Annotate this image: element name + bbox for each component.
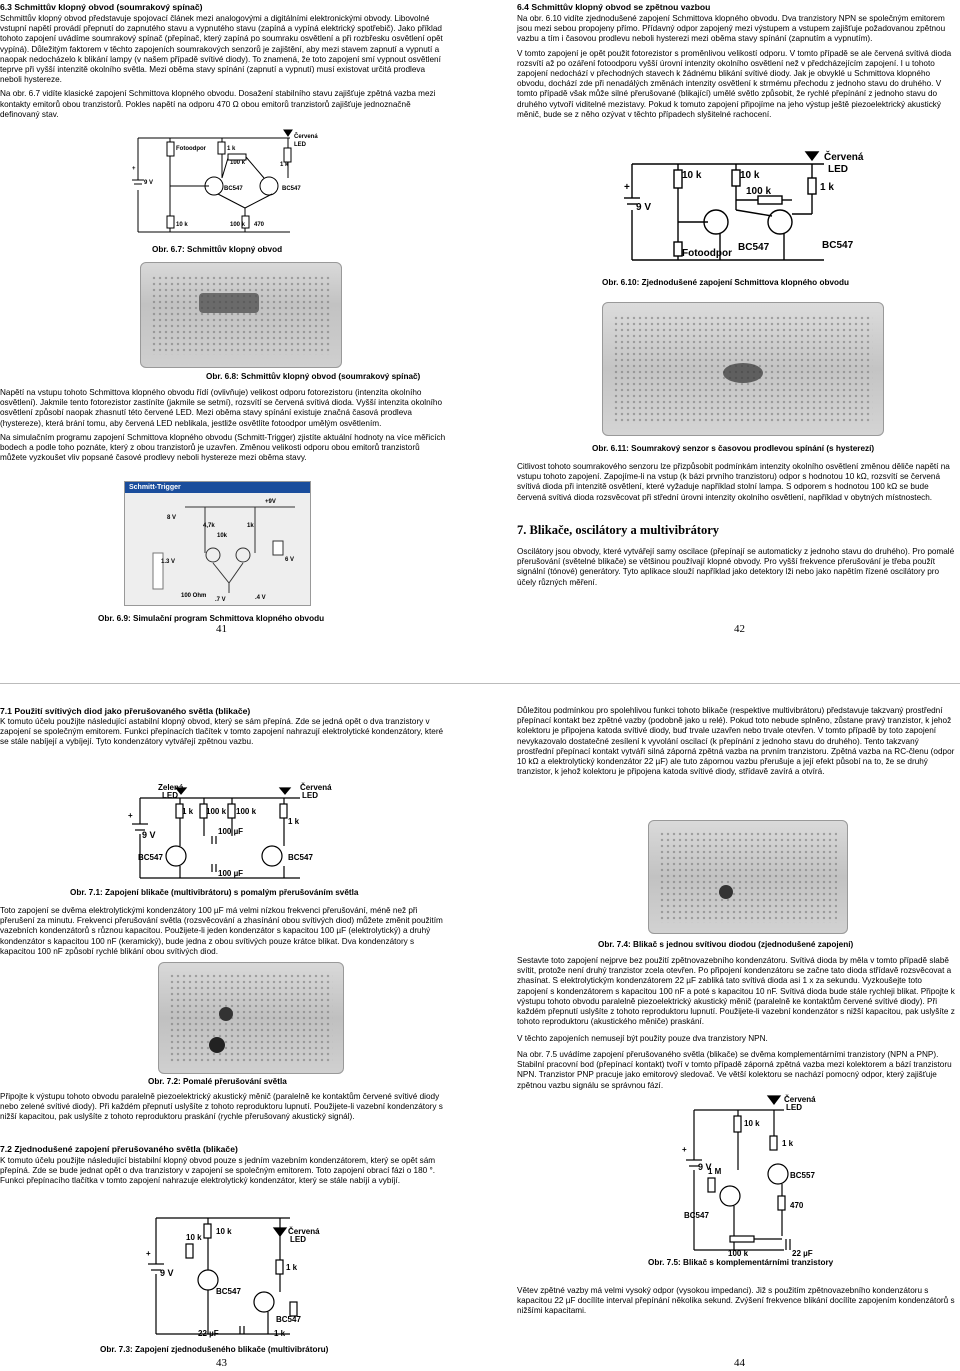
page-number-42: 42 xyxy=(734,623,745,635)
svg-text:.7 V: .7 V xyxy=(215,597,226,603)
svg-text:1 k: 1 k xyxy=(274,1329,286,1338)
section-heading-7-2: 7.2 Zjednodušené zapojení přerušovaného světla (blikače) xyxy=(0,1144,238,1154)
fig-7-5-caption: Obr. 7.5: Blikač s komplementárními tranzistory xyxy=(648,1258,834,1267)
svg-text:4,7k: 4,7k xyxy=(203,523,215,529)
svg-text:BC557: BC557 xyxy=(790,1171,815,1180)
fig-7-3-schematic xyxy=(140,1206,340,1340)
svg-text:100 Ohm: 100 Ohm xyxy=(181,593,207,599)
svg-text:+: + xyxy=(128,811,133,820)
fig-6-10-schematic xyxy=(612,150,868,266)
svg-text:Červená: Červená xyxy=(288,1227,320,1236)
p42-para4: Oscilátory jsou obvody, které vytvářejí samy oscilace (přepínají se automaticky z jednoho stavu do druhého). Pro pomalé přerušování (světelné blikače) se většinou používají klopné obvody. Pro vyšší frekvence přerušování je třeba použít signální (tónové) generátory. Tyto aplikace slouží například jako detektory lži nebo jako napětím řízené oscilátory pro účely různých měření. xyxy=(517,547,955,587)
section-heading-6-3: 6.3 Schmittův klopný obvod (soumrakový spínač) xyxy=(0,2,203,12)
svg-text:LED: LED xyxy=(828,164,848,175)
svg-text:BC547: BC547 xyxy=(738,242,770,253)
p41-para3: Napětí na vstupu tohoto Schmittova klopného obvodu řídí (ovlivňuje) velikost odporu fotorezistoru (intenzita okolního osvětlení). Jakmile tento fotorezistor zastíníte (jakmile se setmí), rozsvítí se červená svítivá dioda. Vyšší intenzita okolního osvětlení způsobí naopak zhasnutí této červené LED. Mezi oběma stavy spínání existuje značná časová prodleva (hystereze), která brání tomu, aby červená LED neblikala, jestliže osvětlíte fotoodpor umělým osvětlením. Na simulačním programu zapojení Schmittova klopného obvodu (Schmitt-Trigger) zjistíte aktuální hodnoty na více měřicích bodech a podle toho poznáte, který z obou tranzistorů je uzavřen. Změnou velikosti odporu obou emitorů tranzistorů můžete vyzkoušet vliv popsané časové prodlevy neboli hystereze mezi oběma stavy. xyxy=(0,388,446,463)
svg-text:BC547: BC547 xyxy=(684,1211,709,1220)
svg-text:100 k: 100 k xyxy=(230,160,246,166)
svg-text:470: 470 xyxy=(790,1201,804,1210)
section-heading-6-4: 6.4 Schmittův klopný obvod se zpětnou vazbou xyxy=(517,2,711,12)
svg-text:9 V: 9 V xyxy=(636,202,652,213)
svg-text:Fotoodpor: Fotoodpor xyxy=(682,248,732,259)
page-number-41: 41 xyxy=(216,623,227,635)
p43-para1: K tomuto účelu použijte následující astabilní klopný obvod, který se sám přepíná. Zde se jedná opět o dva tranzistory v zapojení se společným emitorem. Funkci přepínacích tlačítek v tomto zapojení nahrazují elektrolytické kondenzátory, které se stále nabíjejí a vybíjejí. Tyto kondenzátory vytvářejí zpětnou vazbu. xyxy=(0,717,444,747)
fig-6-10-caption: Obr. 6.10: Zjednodušené zapojení Schmittova klopného obvodu xyxy=(602,278,850,287)
svg-text:Fotoodpor: Fotoodpor xyxy=(176,146,206,152)
svg-text:100 k: 100 k xyxy=(728,1249,749,1258)
svg-text:BC547: BC547 xyxy=(288,853,313,862)
svg-text:10 k: 10 k xyxy=(186,1233,202,1242)
fig-7-4-caption: Obr. 7.4: Blikač s jednou svítivou diodou (zjednodušené zapojení) xyxy=(598,940,854,949)
svg-text:9 V: 9 V xyxy=(160,1268,174,1278)
fig-7-1-caption: Obr. 7.1: Zapojení blikače (multivibrátoru) s pomalým přerušováním světla xyxy=(70,888,359,897)
fig-6-11-caption: Obr. 6.11: Soumrakový senzor s časovou prodlevou spínání (s hysterezí) xyxy=(592,444,875,453)
svg-text:100 k: 100 k xyxy=(206,807,227,816)
p44-para5: Větev zpětné vazby má velmi vysoký odpor (vysokou impedanci). Již s použitím zpětnovazebního kondenzátoru s kapacitou 22 µF docílíte interval přepínání několika sekund. Zvýšení frekvence blikání docílíte zapojením kondenzátorů s nižšími kapacitami. xyxy=(517,1286,955,1316)
section-heading-7: 7. Blikače, oscilátory a multivibrátory xyxy=(517,523,720,537)
fig-7-4-breadboard-photo xyxy=(648,820,848,934)
svg-text:Zelená: Zelená xyxy=(158,783,184,792)
svg-text:100 k: 100 k xyxy=(230,222,246,228)
sim-title: Schmitt-Trigger xyxy=(125,482,310,493)
svg-text:BC547: BC547 xyxy=(276,1315,301,1324)
p42-para1: Na obr. 6.10 vidíte zjednodušené zapojení Schmittova klopného obvodu. Dva tranzistory NPN se společným emitorem jsou mezi sebou propojeny přímo. Přídavný odpor zapojený mezi výstupem a vstupem zajišťuje požadovanou zpětnou vazbu a tím i časovou prodlevu neboli hysterezi mezi oběma stavy spínání (zapnutím a vypnutím). V tomto zapojení je opět použit fotorezistor s proměnlivou velikostí odporu. V tomto případě se ale červená svítivá dioda rozsvítí až po ozáření fotoodporu vyšší úrovní intenzity okolního osvětlení než v předcházejícím zapojení. I u tohoto zapojení nedochází v přechodných stavech k žádnému blikání svítivé diody. Jak je obvyklé u Schmittova klopného obvodu, dochází zde při nenadálých změnách intenzity osvětlení k strmému přechodu z jednoho stavu do druhého. V tomto případě však může silné přerušované (blikající) umělé světlo způsobit, že rychlé přepínání z jednoho stavu do druhého vytvoří viditelné mezistavy. Pokud k tomuto zapojení připojíme na jeho výstup ještě piezoelektrický akustický měnič, bude se z něho ozývat v těchto případech slyšitelné rachocení. xyxy=(517,14,952,119)
svg-text:+: + xyxy=(682,1145,687,1154)
fig-7-1-schematic xyxy=(120,784,350,882)
p44-para3: V těchto zapojeních nemusejí být použity pouze dva tranzistory NPN. xyxy=(517,1034,768,1043)
svg-text:9 V: 9 V xyxy=(142,830,156,840)
svg-text:1 k: 1 k xyxy=(182,807,194,816)
fig-7-5-schematic xyxy=(674,1095,874,1258)
svg-text:1 k: 1 k xyxy=(227,146,236,152)
svg-text:10 k: 10 k xyxy=(740,170,760,181)
fig-7-3-caption: Obr. 7.3: Zapojení zjednodušeného blikače (multivibrátoru) xyxy=(100,1345,329,1354)
fig-6-7-caption: Obr. 6.7: Schmittův klopný obvod xyxy=(152,245,283,254)
svg-text:10k: 10k xyxy=(217,533,228,539)
svg-text:BC547: BC547 xyxy=(216,1287,241,1296)
svg-text:+: + xyxy=(132,166,136,172)
svg-text:BC547: BC547 xyxy=(282,186,301,192)
svg-text:100 k: 100 k xyxy=(746,186,772,197)
svg-text:1 k: 1 k xyxy=(782,1139,794,1148)
svg-text:LED: LED xyxy=(290,1235,306,1244)
svg-text:1 k: 1 k xyxy=(288,817,300,826)
svg-text:LED: LED xyxy=(302,791,318,800)
svg-text:Červená: Červená xyxy=(784,1095,816,1104)
section-heading-7-1: 7.1 Použití svítivých diod jako přerušovaného světla (blikače) xyxy=(0,706,251,716)
svg-text:10 k: 10 k xyxy=(176,222,188,228)
svg-text:LED: LED xyxy=(294,142,306,148)
svg-text:BC547: BC547 xyxy=(138,853,163,862)
fig-6-8-breadboard-photo xyxy=(140,262,342,368)
svg-text:1 k: 1 k xyxy=(286,1263,298,1272)
fig-6-9-simulation-window xyxy=(124,481,311,606)
svg-text:100 µF: 100 µF xyxy=(218,827,244,836)
p44-para4: Na obr. 7.5 uvádíme zapojení přerušovaného světla (blikače) se dvěma komplementárními tranzistory (NPN a PNP). Stabilní pracovní bod (přepínací kontakt) tvoří v tomto případě záporná zpětná vazba mezi kolektorem a bází tranzistoru NPN. Tranzistor PNP pracuje jako emitorový sledovač. Ve větší kolektoru se nachází pomocný odpor, který zajišťuje zpětnou vazbu signálu se správnou fází. xyxy=(517,1050,952,1090)
p44-para1: Důležitou podmínkou pro spolehlivou funkci tohoto blikače (respektive multivibrátoru) představuje takzvaný prostřední přepínací kontakt bez zpětné vazby (podobně jako u relé). Pokud toto nebude splněno, zůstane pravý tranzistor, k jehož kolektoru je připojena katoda svítivé diody, buď trvale uzavřen nebo trvale otevřen. V tomto případě by toto zapojení nevykazovalo dostatečné zesílení k vyvolání oscilací (k přepínání z jednoho stavu do druhého). Tento takzvaný prostřední přepínací kontakt vytváří silná záporná zpětná vazba na prvním tranzistoru. Zpětná vazba na RC-členu (odpor 10 kΩ a elektrolytický kondenzátor 22 µF) ale tuto zápornou vazbu přerušuje a její efekt působí na to, že se druhý tranzistor, k jehož kolektoru je připojena katoda svítivé diody, střídavě zavírá a otvírá. xyxy=(517,706,955,777)
svg-text:1 k: 1 k xyxy=(280,162,289,168)
svg-text:10 k: 10 k xyxy=(744,1119,760,1128)
svg-text:10 k: 10 k xyxy=(682,170,702,181)
p43-para4: K tomuto účelu použijte následující bistabilní klopný obvod pouze s jedním vazebním kondenzátorem, který se opět sám přepíná. Zde se bude jednat opět o dva tranzistory v zapojení se společným emitorem. Toto zapojení obrací fázi o 180 °. Funkci přepínacího tlačítka v tomto zapojení nahrazuje elektrolytický kondenzátor, který se stále nabíjí a vybíjí. xyxy=(0,1156,436,1186)
svg-text:22 µF: 22 µF xyxy=(198,1329,219,1338)
p43-para3: Připojte k výstupu tohoto obvodu paralelně piezoelektrický akustický měnič (paralelně ke kontaktům červené svítivé diody nebo zelené svítivé diody). Při každém přepnutí uslyšíte z tohoto reproduktoru lupnutí. Použijete-li vazební kondenzátory s nižší kapacitou, pak uslyšíte z tohoto reproduktoru praskání (rychle přerušovaný akustický signál). xyxy=(0,1092,443,1122)
svg-text:100 µF: 100 µF xyxy=(218,869,244,878)
svg-text:+: + xyxy=(146,1249,151,1258)
page-number-43: 43 xyxy=(216,1357,227,1369)
svg-text:LED: LED xyxy=(162,791,178,800)
fig-6-11-breadboard-photo xyxy=(602,302,884,436)
page-divider xyxy=(0,683,960,684)
fig-6-9-caption: Obr. 6.9: Simulační program Schmittova klopného obvodu xyxy=(98,614,325,623)
p41-para1: Schmittův klopný obvod představuje spojovací článek mezi analogovými a digitálními elektronickými obvody. Libovolné vstupní napětí provádí přepnutí do zapnutého stavu a vypnutého stavu (zapíná a vypíná elektrický spotřebič). Jako příklad tohoto zapojení uvádíme soumrakový spínač (přepínač, který zapíná po soumraku osvětlení a při rozbřesku osvětlení opět vypíná). Důležitým faktorem v těchto zapojeních soumrakových senzorů je zajištění, aby mezi stavem zapnutí a vypnutí a naopak nedocházelo k blikání lampy (v našem případě svítivé diody). To znamená, že toto zapojení smí vypnout osvětlení teprve při vyšší intenzitě okolního světla. Mezi oběma stavy spínání (zapnutí a vypnutí) musí existovat určitá prodleva neboli hystereze. Na obr. 6.7 vidíte klasické zapojení Schmittova klopného obvodu. Dosažení stabilního stavu zajišťuje zpětná vazba mezi kontakty emitorů obou tranzistorů. Pokles napětí na odporu 470 Ω obou emitorů tranzistorů zajišťuje jednoznačně definovaný stav. xyxy=(0,14,443,119)
svg-text:Červená: Červená xyxy=(294,134,318,140)
svg-text:1 M: 1 M xyxy=(708,1167,722,1176)
p44-para2: Sestavte toto zapojení nejprve bez použití zpětnovazebního kondenzátoru. Svítivá dioda by měla v tomto případě slabě svítit, protože není druhý tranzistor zcela otevřen. Po připojení kondenzátoru se začne tato dioda střídavě rozsvěcovat a zhasínat. S elektrolytickým kondenzátorem 22 µF zabliká tato svítivá dioda asi 1 x za sekundu. Vyzkoušejte toto zapojení s kondenzátorem s kapacitou 100 nF a poté s kapacitou 10 nF. Svítivá dioda bude stále rychleji blikat. Připojte k výstupu tohoto obvodu paralelně piezoelektrický akustický měnič (paralelně ke kontaktům červené svítivé diody). Při každém přepnutí uslyšíte z tohoto reproduktoru lupnutí. Použijete-li vazební kondenzátor s nižší kapacitou, pak uslyšíte z tohoto reproduktoru (akustického měniče) praskání. xyxy=(517,956,955,1027)
fig-6-8-caption: Obr. 6.8: Schmittův klopný obvod (soumrakový spínač) xyxy=(206,372,421,381)
svg-text:+9V: +9V xyxy=(265,499,276,505)
svg-text:9 V: 9 V xyxy=(698,1162,712,1172)
svg-text:22 µF: 22 µF xyxy=(792,1249,813,1258)
svg-text:9 V: 9 V xyxy=(144,180,154,186)
svg-text:8 V: 8 V xyxy=(167,515,177,521)
svg-text:10 k: 10 k xyxy=(216,1227,232,1236)
svg-text:BC547: BC547 xyxy=(224,186,243,192)
sim-schematic xyxy=(125,493,310,605)
svg-text:Červená: Červená xyxy=(824,152,864,163)
svg-text:1k: 1k xyxy=(247,523,254,529)
svg-text:BC547: BC547 xyxy=(822,240,854,251)
svg-text:470: 470 xyxy=(254,222,265,228)
svg-text:1 k: 1 k xyxy=(820,182,834,193)
fig-7-2-caption: Obr. 7.2: Pomalé přerušování světla xyxy=(148,1077,287,1086)
svg-text:100 k: 100 k xyxy=(236,807,257,816)
svg-text:+: + xyxy=(624,182,630,193)
svg-text:6 V: 6 V xyxy=(285,557,295,563)
p43-para2: Toto zapojení se dvěma elektrolytickými kondenzátory 100 µF má velmi nízkou frekvenci přerušování, méně než při přerušení za minutu. Frekvenci přerušování světla (rozsvěcování a zhasínání obou svítivých diod) můžete změnit použitím vazebních kondenzátorů s různou kapacitou. Použijete-li jeden kondenzátor s kapacitou 100 µF (elektrolytický) a druhý kondenzátor s kapacitou 100 nF (keramický), bude jedna z obou svítivých pouze krátce blikat. Dva kondenzátory s kapacitou 100 nF způsobí rychlé blikání obou svítivých diod. xyxy=(0,906,443,956)
fig-6-7-schematic xyxy=(130,128,320,240)
svg-text:1.3 V: 1.3 V xyxy=(161,559,176,565)
page-number-44: 44 xyxy=(734,1357,745,1369)
fig-7-2-breadboard-photo xyxy=(158,962,344,1074)
p42-para3: Citlivost tohoto soumrakového senzoru lze přizpůsobit podmínkám intenzity okolního osvětlení změnou děliče napětí na vstupu tohoto zapojení. Zapojíme-li na vstup (k bázi prvního tranzistoru) odpor s hodnotou 10 kΩ, rozsvítí se červená svítivá dioda při intenzitě osvětlení, které vyžaduje například stolní lampa. S odporem s hodnotou 100 kΩ se bude červená svítivá dioda rozsvěcovat při střední úrovni intenzity okolního osvětlení, například v obytných místnostech. xyxy=(517,462,950,502)
svg-text:LED: LED xyxy=(786,1103,802,1112)
svg-text:.4 V: .4 V xyxy=(255,595,266,601)
svg-text:Červená: Červená xyxy=(300,783,332,792)
